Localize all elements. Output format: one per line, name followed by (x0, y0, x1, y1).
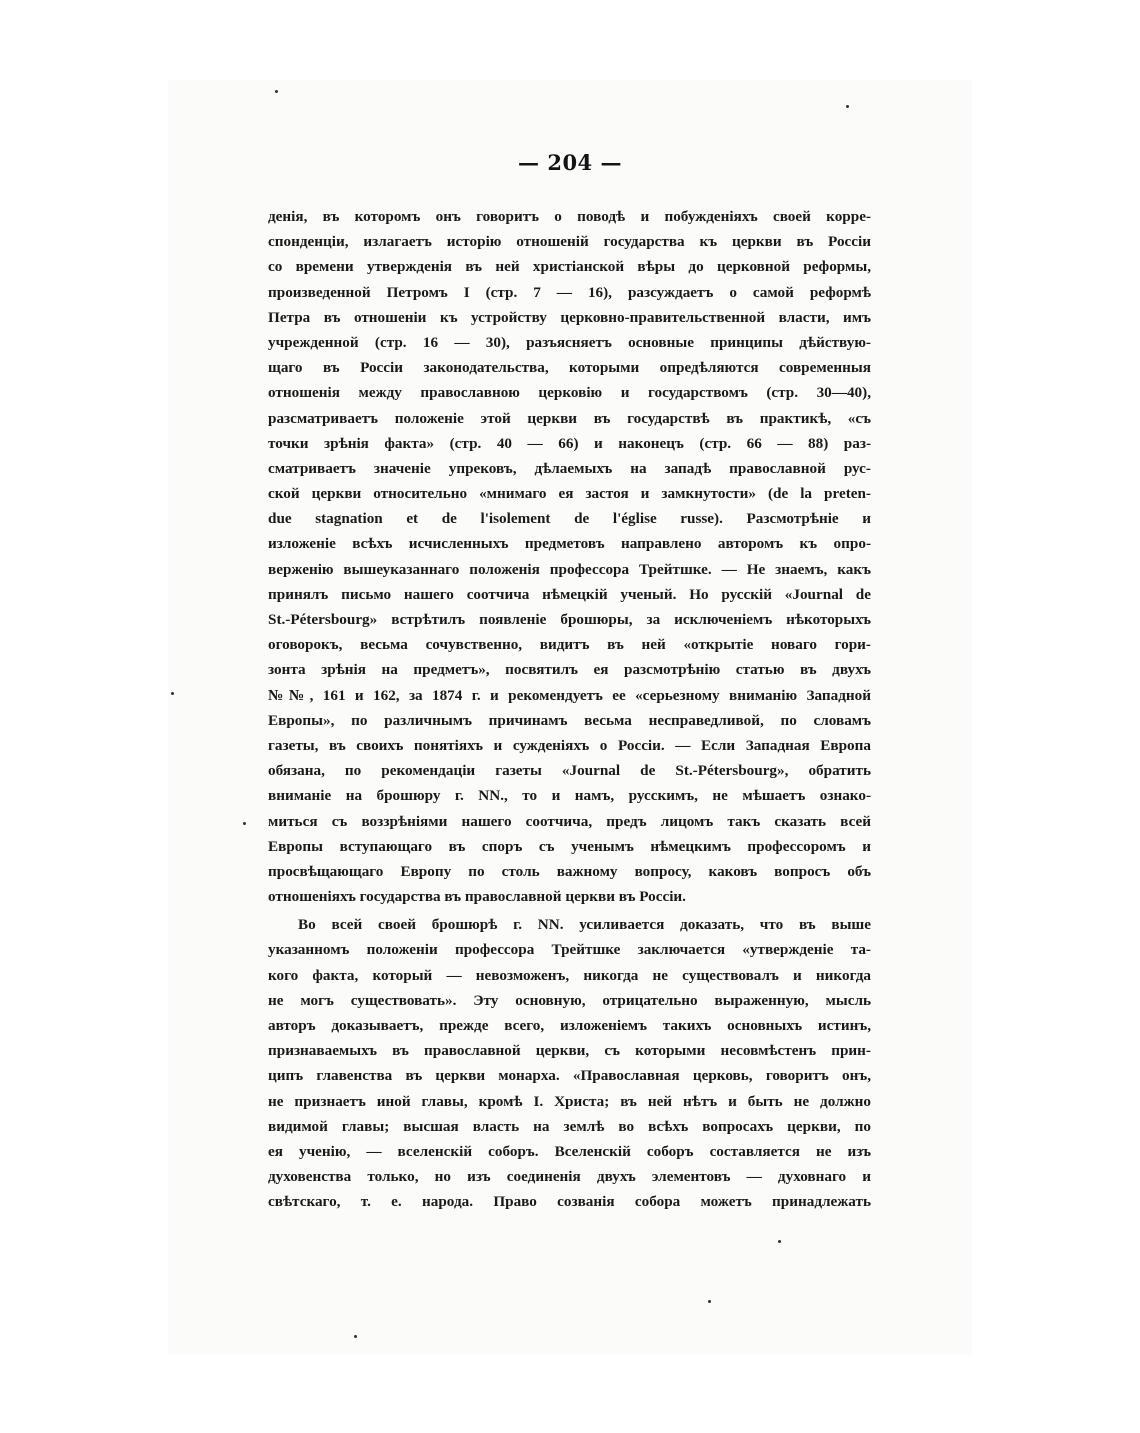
text-line: видимой главы; высшая власть на землѣ во всѣхъ вопросахъ церкви, по (268, 1117, 871, 1135)
text-line: Европы», по различнымъ причинамъ весьма несправедливой, по словамъ (268, 711, 871, 729)
scan-speck (708, 1300, 711, 1303)
text-line: №№, 161 и 162, за 1874 г. и рекомендуетъ ее «серьезному вниманію Западной (268, 686, 871, 704)
text-line: зонта зрѣнія на предметъ», посвятилъ ея разсмотрѣнію статью въ двухъ (268, 661, 871, 679)
text-line: кого факта, который — невозможенъ, никогда не существовалъ и никогда (268, 966, 871, 984)
text-line: вниманіе на брошюру г. NN., то и намъ, русскимъ, не мѣшаетъ ознако- (268, 787, 871, 805)
text-line: верженію вышеуказаннаго положенія профессора Трейтшке. — Не знаемъ, какъ (268, 560, 871, 578)
scan-speck (846, 105, 849, 108)
text-line: миться съ воззрѣніями нашего соотчича, предъ лицомъ такъ сказать всей (268, 812, 871, 830)
paragraph-2 (268, 912, 871, 1214)
text-line: сматриваетъ значеніе упрековъ, дѣлаемыхъ на западѣ православной рус- (268, 459, 871, 477)
text-line: отношеніяхъ государства въ православной церкви въ Россіи. (268, 888, 686, 906)
text-line: Европы вступающаго въ споръ съ ученымъ нѣмецкимъ профессоромъ и (268, 837, 871, 855)
text-line: свѣтскаго, т. е. народа. Право созванія собора можетъ принадлежать (268, 1193, 871, 1211)
text-line: произведенной Петромъ I (стр. 7 — 16), разсуждаетъ о самой реформѣ (268, 283, 871, 301)
text-line: ея ученію, — вселенскій соборъ. Вселенскій соборъ составляется не изъ (268, 1142, 871, 1160)
text-line: обязана, по рекомендаціи газеты «Journal de St.-Pétersbourg», обратить (268, 762, 871, 780)
text-line: щаго въ Россіи законодательства, которыми опредѣляются современныя (268, 359, 871, 377)
text-line: не признаетъ иной главы, кромѣ І. Христа; въ ней нѣтъ и быть не должно (268, 1092, 871, 1110)
text-line: ской церкви относительно «мнимаго ея застоя и замкнутости» (de la preten- (268, 485, 871, 503)
text-line: Петра въ отношеніи къ устройству церковно-правительственной власти, имъ (268, 308, 871, 326)
text-line: отношенія между православною церковію и государствомъ (стр. 30—40), (268, 384, 871, 402)
scan-speck (354, 1335, 357, 1338)
text-line: due stagnation et de l'isolement de l'église russe). Разсмотрѣніе и (268, 510, 871, 528)
scan-speck (275, 90, 278, 93)
text-line: оговорокъ, весьма сочувственно, видитъ въ ней «открытіе новаго гори- (268, 636, 871, 654)
text-line: духовенства только, но изъ соединенія двухъ элементовъ — духовнаго и (268, 1168, 871, 1186)
text-line: принялъ письмо нашего соотчича нѣмецкій ученый. Но русскій «Journal de (268, 585, 871, 603)
text-line: денія, въ которомъ онъ говоритъ о поводѣ и побужденіяхъ своей корре- (268, 208, 871, 225)
text-line: признаваемыхъ въ православной церкви, съ которыми несовмѣстенъ прин- (268, 1042, 871, 1060)
scan-speck (778, 1240, 781, 1243)
text-line: указанномъ положеніи профессора Трейтшке заключается «утвержденіе та- (268, 941, 871, 959)
scanned-page (168, 80, 972, 1355)
text-line: авторъ доказываетъ, прежде всего, изложеніемъ такихъ основныхъ истинъ, (268, 1017, 871, 1034)
body-text (268, 204, 871, 1215)
scan-speck (243, 822, 246, 825)
text-line: изложеніе всѣхъ исчисленныхъ предметовъ направлено авторомъ къ опро- (268, 535, 871, 553)
text-line: ципъ главенства въ церкви монарха. «Православная церковь, говоритъ онъ, (268, 1067, 871, 1085)
paragraph-1 (268, 204, 871, 909)
text-line: со времени утвержденія въ ней христіанской вѣры до церковной реформы, (268, 258, 871, 276)
text-line: спонденціи, излагаетъ исторію отношеній государства къ церкви въ Россіи (268, 233, 871, 251)
text-line: просвѣщающаго Европу по столь важному вопросу, каковъ вопросъ объ (268, 862, 871, 880)
scan-speck (171, 692, 174, 695)
text-line: учрежденной (стр. 16 — 30), разъясняетъ основные принципы дѣйствую- (268, 333, 871, 351)
page-number: — 204 — (518, 150, 622, 175)
text-line: Во всей своей брошюрѣ г. NN. усиливается доказать, что въ выше (298, 916, 871, 934)
text-line: точки зрѣнія факта» (стр. 40 — 66) и наконецъ (стр. 66 — 88) раз- (268, 434, 871, 452)
text-line: газеты, въ своихъ понятіяхъ и сужденіяхъ о Россіи. — Если Западная Европа (268, 736, 871, 754)
text-line: не могъ существовать». Эту основную, отрицательно выраженную, мысль (268, 991, 871, 1009)
text-line: разсматриваетъ положеніе этой церкви въ государствѣ въ практикѣ, «съ (268, 409, 871, 427)
text-line: St.-Pétersbourg» встрѣтилъ появленіе брошюры, за исключеніемъ нѣкоторыхъ (268, 611, 871, 628)
